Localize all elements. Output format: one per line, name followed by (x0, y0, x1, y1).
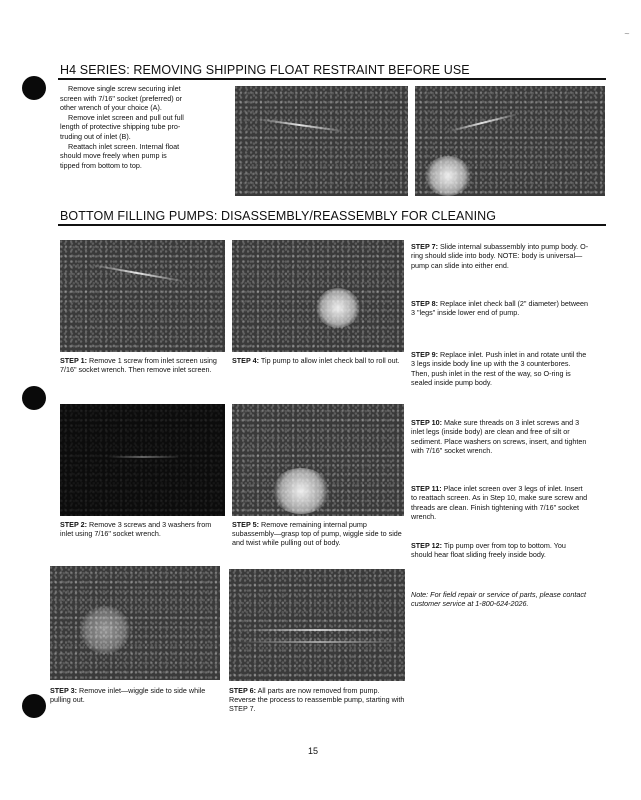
caption-step1-text: Remove 1 screw from inlet screen using 7/16" socket wrench. Then remove inlet screen. (60, 356, 217, 375)
caption-step2-label: STEP 2: (60, 520, 88, 529)
section1-line: screen with 7/16" socket (preferred) or (60, 93, 182, 103)
caption-step4-text: Tip pump to allow inlet check ball to roll out. (260, 356, 400, 365)
section1-line: truding out of inlet (B). (60, 131, 131, 141)
step8-text: Replace inlet check ball (2" diameter) between 3 "legs" inside lower end of pump. (411, 299, 589, 318)
step10 (411, 418, 589, 456)
step11-text: Place inlet screen over 3 legs of inlet. Insert to reattach screen. As in Step 10, make sure screw and threads are clean. Finish tightening with 7/16" socket wrench. (411, 484, 588, 522)
step7-label: STEP 7: (411, 242, 439, 251)
step8 (411, 299, 589, 318)
caption-step6-label: STEP 6: (229, 686, 257, 695)
caption-step5-label: STEP 5: (232, 520, 260, 529)
photo-step6 (229, 569, 405, 681)
binder-hole-bottom (22, 694, 46, 718)
caption-step3-label: STEP 3: (50, 686, 78, 695)
section1-title: H4 SERIES: REMOVING SHIPPING FLOAT RESTRAINT BEFORE USE (60, 63, 470, 77)
caption-step6-text: All parts are now removed from pump. Reverse the process to reassemble pump, starting with STEP 7. (229, 686, 405, 714)
step12 (411, 541, 589, 560)
caption-step5-text: Remove remaining internal pump subassembly—grasp top of pump, wiggle side to side and twist while pulling out of body. (232, 520, 402, 548)
service-note (411, 590, 589, 609)
step10-text: Make sure threads on 3 inlet screws and 3 inlet legs (inside body) are clean and free of silt or sediment. Place washers on screws, insert, and tighten with 7/16" socket wrench. (411, 418, 587, 456)
photo-step2 (60, 404, 225, 516)
step10-label: STEP 10: (411, 418, 443, 427)
step7-text: Slide internal subassembly into pump body. O-ring should slide into body. NOTE: body is universal—pump can slide into either end. (411, 242, 589, 270)
caption-step1 (60, 356, 226, 374)
photo-step5 (232, 404, 404, 516)
caption-step3 (50, 686, 222, 704)
section2-title: BOTTOM FILLING PUMPS: DISASSEMBLY/REASSEMBLY FOR CLEANING (60, 209, 497, 223)
photo-step3 (50, 566, 220, 680)
section1-body (60, 84, 232, 170)
section1-rule (58, 78, 606, 80)
step9-label: STEP 9: (411, 350, 439, 359)
step11-label: STEP 11: (411, 484, 442, 493)
caption-step5 (232, 520, 404, 548)
step12-label: STEP 12: (411, 541, 443, 550)
caption-step2-text: Remove 3 screws and 3 washers from inlet using 7/16" socket wrench. (60, 520, 212, 539)
caption-step1-label: STEP 1: (60, 356, 88, 365)
section1-line: Remove single screw securing inlet (68, 84, 181, 93)
section2-rule (58, 224, 606, 226)
step8-label: STEP 8: (411, 299, 439, 308)
scan-edge-mark: ~ (624, 30, 630, 38)
caption-step3-text: Remove inlet—wiggle side to side while pulling out. (50, 686, 206, 705)
section1-line: length of protective shipping tube pro- (60, 122, 181, 132)
section1-line: tipped from bottom to top. (60, 160, 142, 170)
page-number: 15 (308, 746, 319, 756)
binder-hole-top (22, 76, 46, 100)
step11 (411, 484, 589, 522)
photo-b-shipping-tube (415, 86, 605, 196)
section1-line: Remove inlet screen and pull out full (68, 112, 184, 122)
step12-text: Tip pump over from top to bottom. You should hear float sliding freely inside body. (411, 541, 566, 560)
step9-text: Replace inlet. Push inlet in and rotate until the 3 legs inside body line up with the 3 counterbores. Then, push inlet in the rest of the way, so O-ring is sealed inside pump body. (411, 350, 587, 388)
service-note-text: Note: For field repair or service of parts, please contact customer service at 1-800-624-2026. (411, 590, 586, 609)
caption-step4 (232, 356, 404, 365)
caption-step2 (60, 520, 226, 538)
section1-line: Reattach inlet screen. Internal float (68, 141, 180, 151)
binder-hole-middle (22, 386, 46, 410)
section1-line: should move freely when pump is (60, 151, 167, 161)
photo-a-screw-removal (235, 86, 408, 196)
photo-step1 (60, 240, 225, 352)
caption-step4-label: STEP 4: (232, 356, 260, 365)
photo-step4 (232, 240, 404, 352)
step7 (411, 242, 589, 270)
step9 (411, 350, 589, 388)
section1-line: other wrench of your choice (A). (60, 103, 162, 113)
caption-step6 (229, 686, 405, 714)
